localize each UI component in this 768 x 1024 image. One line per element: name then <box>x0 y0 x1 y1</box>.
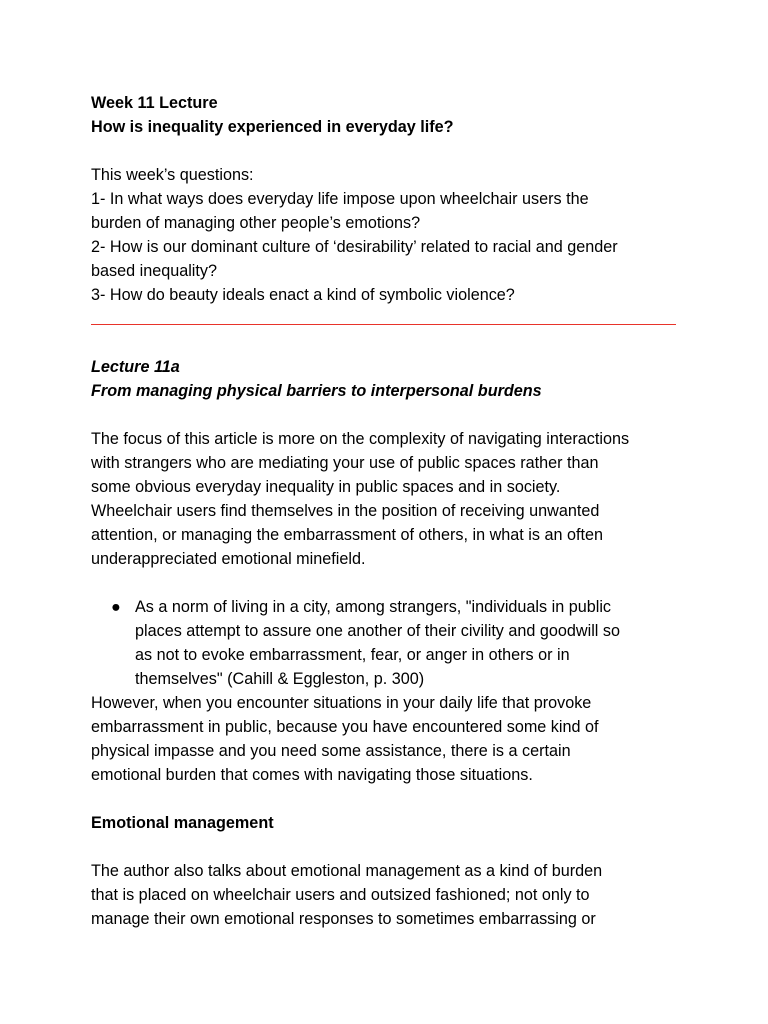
bullet-line: As a norm of living in a city, among strangers, "individuals in public <box>135 598 612 616</box>
document-title: Week 11 Lecture <box>91 94 218 112</box>
spacer <box>91 571 681 595</box>
questions-intro: This week’s questions: <box>91 166 254 184</box>
spacer <box>91 139 681 163</box>
spacer <box>91 331 681 355</box>
question-line: 2- How is our dominant culture of ‘desirability’ related to racial and gender <box>91 238 618 256</box>
lecture-title: Lecture 11a <box>91 358 180 376</box>
section-heading: Emotional management <box>91 814 274 832</box>
spacer <box>91 403 681 427</box>
paragraph-line: Wheelchair users find themselves in the position of receiving unwanted <box>91 502 600 520</box>
spacer <box>91 835 681 859</box>
bullet-icon: ● <box>111 598 121 616</box>
question-line: burden of managing other people’s emotions? <box>91 214 421 232</box>
paragraph-emotional-management <box>91 859 681 931</box>
paragraph-line: embarrassment in public, because you have encountered some kind of <box>91 718 599 736</box>
bullet-line: places attempt to assure one another of their civility and goodwill so <box>135 622 620 640</box>
paragraph-line: physical impasse and you need some assistance, there is a certain <box>91 742 571 760</box>
questions-list <box>91 187 681 307</box>
section-divider <box>91 324 676 325</box>
paragraph-line: some obvious everyday inequality in public spaces and in society. <box>91 478 561 496</box>
paragraph-line: emotional burden that comes with navigating those situations. <box>91 766 533 784</box>
paragraph-line: The focus of this article is more on the complexity of navigating interactions <box>91 430 630 448</box>
paragraph-line: manage their own emotional responses to sometimes embarrassing or <box>91 910 596 928</box>
document-page <box>91 91 681 931</box>
bullet-line: as not to evoke embarrassment, fear, or anger in others or in <box>135 646 570 664</box>
document-subtitle: How is inequality experienced in everyday life? <box>91 118 454 136</box>
paragraph-line: with strangers who are mediating your use of public spaces rather than <box>91 454 599 472</box>
spacer <box>91 787 681 811</box>
paragraph-line: However, when you encounter situations in your daily life that provoke <box>91 694 592 712</box>
paragraph-line: attention, or managing the embarrassment of others, in what is an often <box>91 526 603 544</box>
paragraph-line: that is placed on wheelchair users and outsized fashioned; not only to <box>91 886 590 904</box>
question-line: 3- How do beauty ideals enact a kind of symbolic violence? <box>91 286 515 304</box>
paragraph-intro <box>91 427 681 571</box>
bullet-line: themselves" (Cahill & Eggleston, p. 300) <box>135 670 425 688</box>
question-line: 1- In what ways does everyday life impose upon wheelchair users the <box>91 190 589 208</box>
paragraph-line: The author also talks about emotional management as a kind of burden <box>91 862 603 880</box>
paragraph-line: underappreciated emotional minefield. <box>91 550 366 568</box>
question-line: based inequality? <box>91 262 217 280</box>
bullet-item <box>91 595 681 691</box>
lecture-subtitle: From managing physical barriers to interpersonal burdens <box>91 382 542 400</box>
paragraph-however <box>91 691 681 787</box>
